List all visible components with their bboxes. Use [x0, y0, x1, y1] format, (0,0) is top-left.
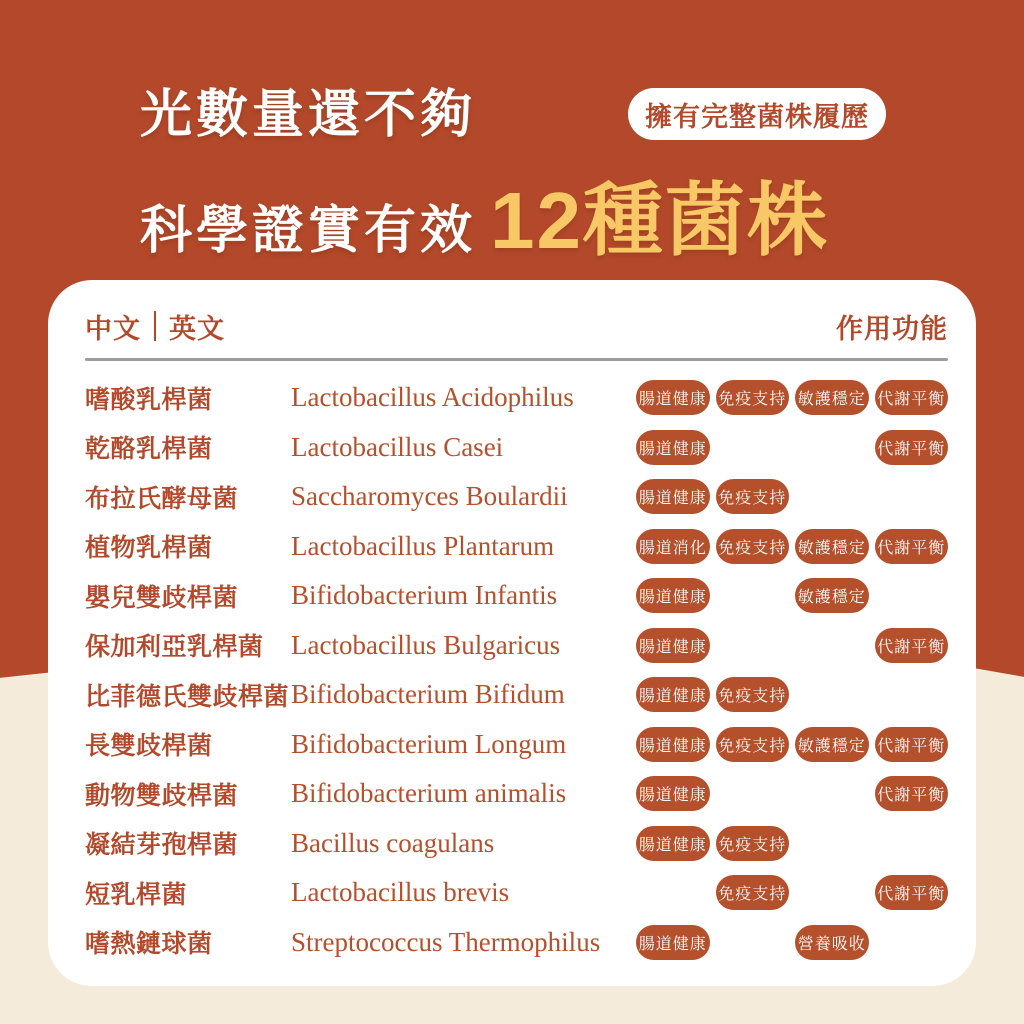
strain-table-card	[48, 280, 976, 986]
function-badge: 代謝平衡	[875, 875, 949, 910]
function-badge: 代謝平衡	[875, 380, 949, 415]
function-badge: 腸道健康	[636, 727, 710, 762]
function-badges	[636, 875, 948, 910]
strain-name-zh: 嗜熱鏈球菌	[85, 930, 213, 959]
function-badge: 代謝平衡	[875, 430, 949, 465]
function-badge: 敏護穩定	[795, 578, 869, 613]
function-badges	[636, 925, 948, 960]
strain-name-en: Bifidobacterium animalis	[291, 778, 567, 809]
strain-name-zh: 乾酪乳桿菌	[85, 435, 213, 464]
strain-name-zh: 比菲德氏雙歧桿菌	[85, 682, 290, 711]
table-row	[85, 819, 948, 869]
strain-name-en: Bifidobacterium Infantis	[291, 580, 558, 611]
strain-history-pill-label: 擁有完整菌株履歷	[645, 101, 869, 132]
title-line-1: 光數量還不夠	[140, 86, 477, 144]
function-badges	[636, 727, 948, 762]
strain-name-en: Streptococcus Thermophilus	[291, 926, 601, 957]
function-badge: 代謝平衡	[875, 727, 949, 762]
function-badges	[636, 430, 948, 465]
strain-name-zh: 布拉氏酵母菌	[85, 484, 239, 513]
title-highlight-12-strains: 12種菌株	[490, 175, 829, 265]
function-badges	[636, 677, 948, 712]
function-badge: 腸道健康	[636, 925, 710, 960]
function-badge: 代謝平衡	[875, 776, 949, 811]
strain-name-en: Lactobacillus Casei	[291, 431, 504, 462]
strain-rows	[85, 373, 948, 967]
function-badge: 腸道健康	[636, 479, 710, 514]
function-badge: 腸道健康	[636, 578, 710, 613]
function-badge: 腸道健康	[636, 826, 710, 861]
function-badge: 免疫支持	[716, 727, 790, 762]
table-row	[85, 472, 948, 522]
function-badges	[636, 479, 948, 514]
column-header-english: 英文	[169, 313, 225, 344]
table-row	[85, 571, 948, 621]
table-row	[85, 720, 948, 770]
function-badge: 代謝平衡	[875, 529, 949, 564]
table-row	[85, 670, 948, 720]
strain-name-en: Lactobacillus Plantarum	[291, 530, 555, 561]
table-header	[85, 304, 948, 348]
function-badge: 腸道健康	[636, 776, 710, 811]
function-badges	[636, 776, 948, 811]
function-badge: 免疫支持	[716, 826, 790, 861]
function-badges	[636, 628, 948, 663]
function-badge: 代謝平衡	[875, 628, 949, 663]
title-line-2: 科學證實有效	[140, 201, 477, 260]
strain-name-en: Bifidobacterium Longum	[291, 728, 567, 759]
function-badge: 腸道健康	[636, 380, 710, 415]
table-row	[85, 621, 948, 671]
table-row	[85, 423, 948, 473]
header-separator-bar	[154, 311, 156, 341]
strain-name-zh: 凝結芽孢桿菌	[85, 831, 239, 860]
strain-name-zh: 動物雙歧桿菌	[85, 781, 239, 810]
strain-name-zh: 短乳桿菌	[85, 880, 188, 909]
function-badges	[636, 826, 948, 861]
table-row	[85, 522, 948, 572]
function-badge: 敏護穩定	[795, 380, 869, 415]
strain-name-zh: 嬰兒雙歧桿菌	[85, 583, 239, 612]
title-line-2-row	[140, 156, 829, 271]
strain-name-zh: 長雙歧桿菌	[85, 732, 213, 761]
strain-name-en: Lactobacillus Bulgaricus	[291, 629, 561, 660]
function-badge: 免疫支持	[716, 677, 790, 712]
function-badge: 腸道健康	[636, 628, 710, 663]
function-badge: 敏護穩定	[795, 727, 869, 762]
header-divider-line	[85, 358, 948, 361]
function-badge: 腸道健康	[636, 430, 710, 465]
strain-name-en: Saccharomyces Boulardii	[291, 481, 568, 512]
column-header-chinese: 中文	[85, 313, 141, 344]
function-badge: 免疫支持	[716, 479, 790, 514]
function-badge: 免疫支持	[716, 875, 790, 910]
strain-name-en: Bacillus coagulans	[291, 827, 495, 858]
column-header-names	[85, 307, 225, 346]
column-header-functions: 作用功能	[836, 313, 948, 344]
strain-name-en: Bifidobacterium Bifidum	[291, 679, 565, 710]
strain-name-zh: 植物乳桿菌	[85, 534, 213, 563]
table-row	[85, 769, 948, 819]
strain-history-pill	[628, 88, 886, 140]
table-row	[85, 373, 948, 423]
function-badges	[636, 578, 948, 613]
function-badges	[636, 380, 948, 415]
function-badge: 免疫支持	[716, 380, 790, 415]
strain-name-zh: 嗜酸乳桿菌	[85, 385, 213, 414]
table-row	[85, 918, 948, 968]
function-badge: 營養吸收	[795, 925, 869, 960]
function-badge: 腸道健康	[636, 677, 710, 712]
strain-name-en: Lactobacillus brevis	[291, 877, 510, 908]
function-badge: 腸道消化	[636, 529, 710, 564]
strain-name-en: Lactobacillus Acidophilus	[291, 382, 574, 413]
table-row	[85, 868, 948, 918]
function-badges	[636, 529, 948, 564]
function-badge: 免疫支持	[716, 529, 790, 564]
function-badge: 敏護穩定	[795, 529, 869, 564]
strain-name-zh: 保加利亞乳桿菌	[85, 633, 264, 662]
